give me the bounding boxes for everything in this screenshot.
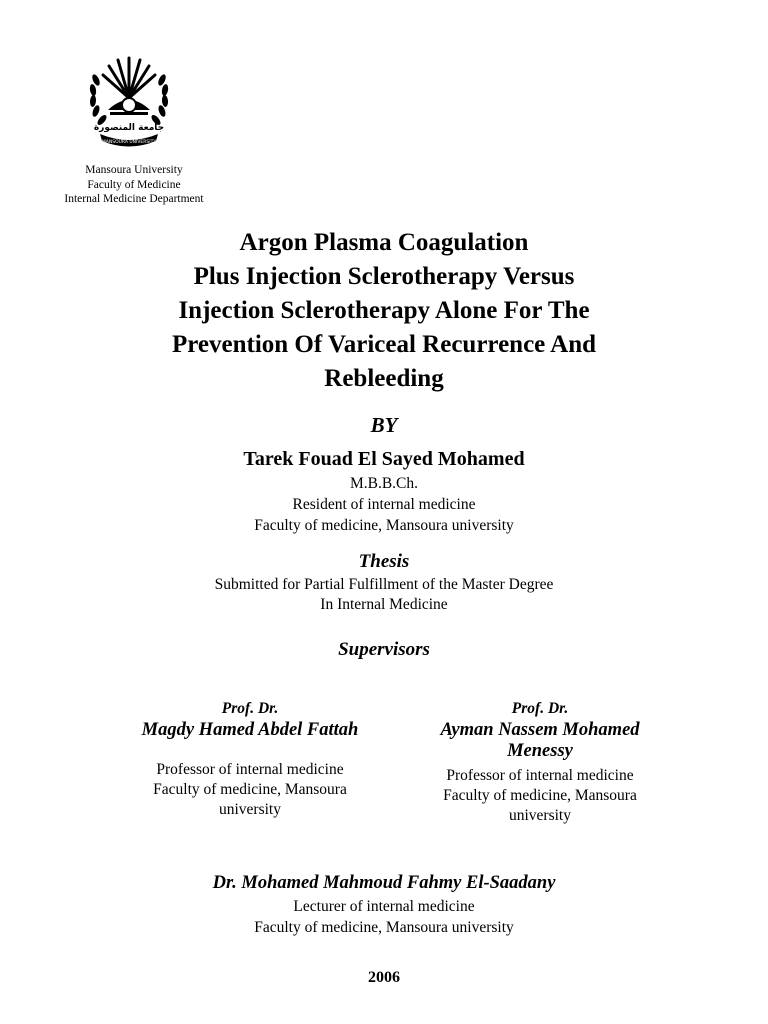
supervisor-name-line: Ayman Nassem Mohamed (440, 720, 640, 740)
thesis-title (84, 226, 684, 396)
faculty-name: Faculty of Medicine (87, 178, 181, 191)
university-logo (82, 50, 176, 150)
author-affiliation: Faculty of medicine, Mansoura university (254, 517, 514, 534)
logo-latin-text: MANSOURA UNIVERSITY (101, 140, 157, 145)
title-line: Prevention Of Variceal Recurrence And (171, 331, 596, 358)
supervisor-affiliation: Faculty of medicine, Mansoura (153, 781, 347, 798)
supervisor-info (410, 766, 670, 826)
university-header (40, 163, 228, 207)
supervisor-position: Professor of internal medicine (446, 767, 634, 784)
title-line: Injection Sclerotherapy Alone For The (178, 297, 590, 324)
title-line: Plus Injection Sclerotherapy Versus (193, 263, 575, 290)
supervisor-name: Dr. Mohamed Mahmoud Fahmy El-Saadany (212, 873, 556, 893)
supervisor-name (395, 720, 685, 762)
supervisor-info (84, 896, 684, 938)
title-line: Argon Plasma Coagulation (239, 229, 529, 256)
thesis-label: Thesis (358, 551, 410, 572)
author-info (134, 473, 634, 536)
logo-arabic-text: جامعة المنصورة (93, 123, 165, 133)
university-seal-icon (82, 50, 176, 150)
supervisor-title: Prof. Dr. (511, 700, 569, 717)
author-name: Tarek Fouad El Sayed Mohamed (243, 448, 525, 470)
supervisor-info (130, 760, 370, 820)
title-line: Rebleeding (324, 365, 444, 392)
supervisors-label: Supervisors (338, 639, 430, 660)
thesis-line: In Internal Medicine (320, 596, 448, 613)
supervisor-title: Prof. Dr. (221, 700, 279, 717)
supervisor-position: Lecturer of internal medicine (293, 898, 475, 915)
thesis-year: 2006 (368, 969, 400, 986)
supervisor-affiliation: university (509, 807, 571, 824)
supervisor-affiliation: Faculty of medicine, Mansoura (443, 787, 637, 804)
supervisor-name-line: Menessy (507, 741, 573, 761)
supervisor-affiliation: university (219, 801, 281, 818)
thesis-line: Submitted for Partial Fulfillment of the Master Degree (214, 576, 554, 593)
university-name: Mansoura University (85, 164, 183, 176)
thesis-info (84, 575, 684, 615)
department-name: Internal Medicine Department (64, 193, 204, 205)
by-label: BY (370, 413, 398, 437)
author-degree: M.B.B.Ch. (349, 475, 419, 492)
supervisor-affiliation: Faculty of medicine, Mansoura university (254, 919, 514, 936)
supervisor-name: Magdy Hamed Abdel Fattah (141, 720, 359, 740)
author-position: Resident of internal medicine (292, 496, 476, 513)
supervisor-position: Professor of internal medicine (156, 761, 344, 778)
